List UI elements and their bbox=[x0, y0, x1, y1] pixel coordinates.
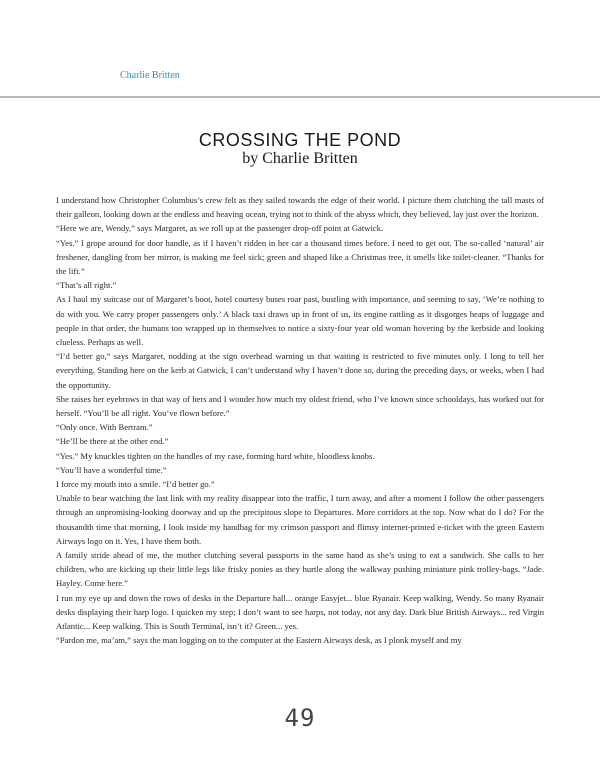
paragraph: “He’ll be there at the other end.” bbox=[56, 436, 169, 447]
page-number: 49 bbox=[284, 704, 316, 732]
running-head: Charlie Britten bbox=[120, 70, 180, 81]
paragraph: I understand how Christopher Columbus’s crew felt as they sailed towards the edge of their world. I picture them clutching the tall masts of their galleon, looking down at the endless and heaving ocean, trying not to think of the abyss which, they believed, lay just over the horizon. bbox=[56, 195, 544, 220]
paragraph: “You’ll have a wonderful time.” bbox=[56, 464, 167, 475]
paragraph: I run my eye up and down the rows of desks in the Departure hall... orange Easyjet... blue Ryanair. Keep walking, Wendy. So many Ryanair desks displaying their harp logo. I quicken my step; I don’t want to see harps, not today, not any day. Dark blue British Airways... red Virgin Atlantic... Keep walking. This is South Terminal, isn’t it? Green... yes. bbox=[56, 592, 544, 632]
paragraph: She raises her eyebrows in that way of hers and I wonder how much my oldest friend, who I’ve known since schooldays, has worked out for herself. “You’ll be all right. You’ve flown before.” bbox=[56, 393, 544, 419]
story-byline: by Charlie Britten bbox=[242, 150, 358, 167]
paragraph: Unable to bear watching the last link with my reality disappear into the traffic, I turn away, and after a moment I follow the other passengers through an unpromising-looking doorway and up the precipitous slope to Departures. More corridors at the top. Now what do I do? For the thousandth time that morning, I look inside my handbag for my crimson passport and flimsy internet-printed e-ticket with the green Eastern Airways logo on it. Yes, I have them both. bbox=[56, 493, 544, 546]
paragraph: “Only once. With Bertram.” bbox=[56, 422, 153, 433]
paragraph: I force my mouth into a smile. “I’d better go.” bbox=[56, 479, 215, 490]
paragraph: “Yes.” My knuckles tighten on the handles of my case, forming hard white, bloodless knobs. bbox=[56, 450, 375, 461]
title-block bbox=[0, 130, 600, 168]
story-title: CROSSING THE POND bbox=[198, 130, 402, 150]
paragraph: “That’s all right.” bbox=[56, 280, 117, 291]
story-body bbox=[56, 193, 544, 648]
paragraph: “Yes.” I grope around for door handle, as if I haven’t ridden in her car a thousand times before. I need to get out. The so-called ‘natural’ air freshener, dangling from her mirror, is making me feel sick; green and shaped like a Christmas tree, it smells like toilet-cleaner. “Thanks for the lift.” bbox=[56, 237, 544, 277]
paragraph: “Pardon me, ma’am,” says the man logging on to the computer at the Eastern Airways desk, as I plonk myself and my bbox=[56, 635, 462, 646]
paragraph: “I’d better go,” says Margaret, nodding at the sign overhead warning us that waiting is restricted to five minutes only. I long to tell her everything. Standing here on the kerb at Gatwick, I can’t understand why I haven’t done so, during the preceding days, or weeks, when I had the opportunity. bbox=[56, 351, 544, 390]
paragraph: As I haul my suitcase out of Margaret’s boot, hotel courtesy buses roar past, bustling with importance, and seeming to say, ‘We’re nothing to do with you. We carry proper passengers only.’ A black taxi draws up in front of us, its engine rattling as it disgorges heaps of luggage and people in that order, the humans too wrapped up in themselves to notice a sixty-four year old woman hovering by the kerbside and looking clueless. Perhaps as well. bbox=[56, 294, 544, 348]
paragraph: A family stride ahead of me, the mother clutching several passports in the same hand as she’s using to eat a sandwich. She calls to her children, who are kicking up their little legs like frisky ponies as they hurtle along the walkway pushing miniature pink trolley-bags. “Jade. Hayley. Come here.” bbox=[56, 550, 544, 589]
header-rule bbox=[0, 96, 600, 98]
paragraph: “Here we are, Wendy,” says Margaret, as we roll up at the passenger drop-off point at Gatwick. bbox=[56, 223, 384, 234]
